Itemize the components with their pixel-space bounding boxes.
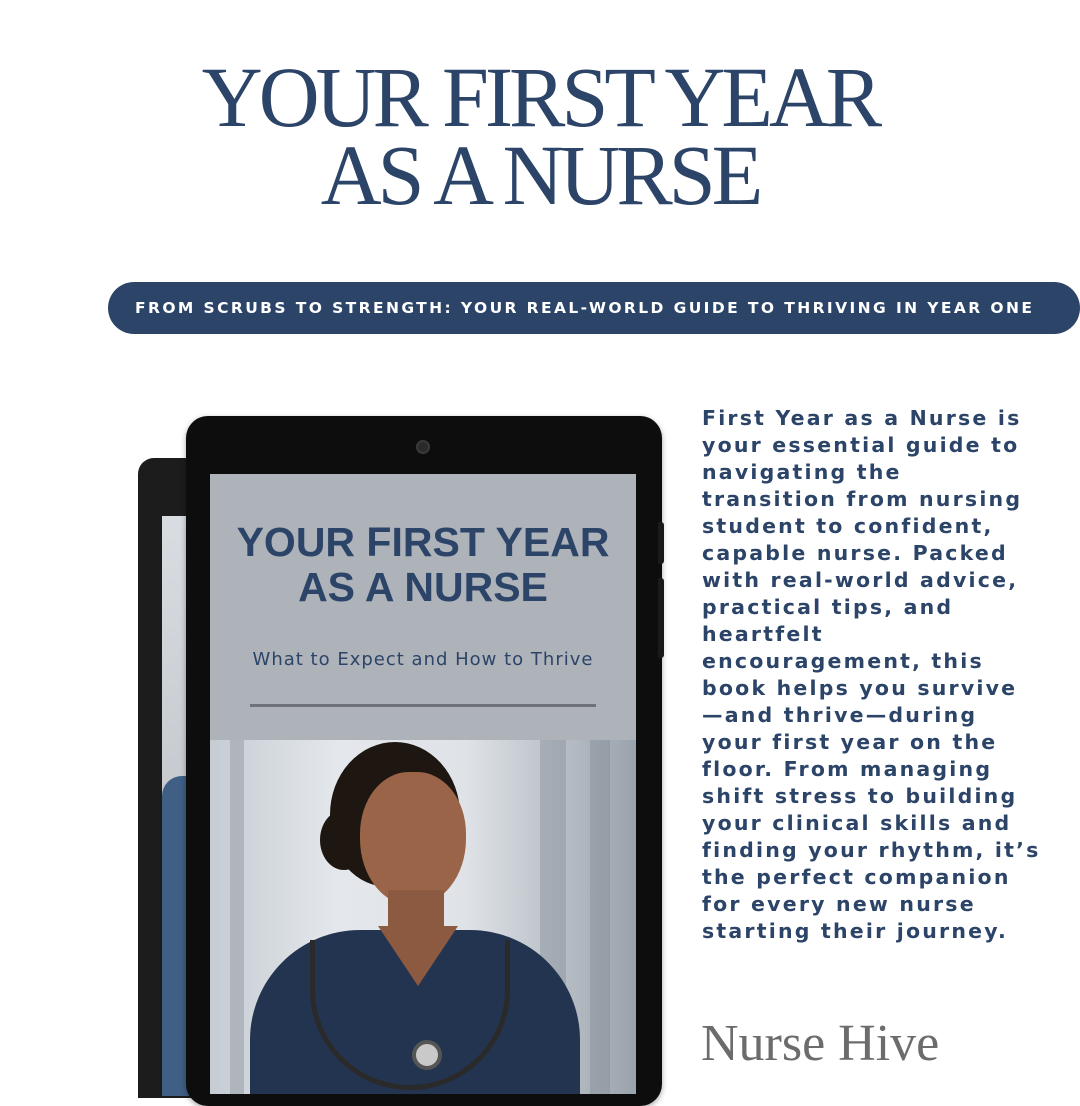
- book-cover-title-line-1: YOUR FIRST YEAR: [236, 519, 610, 565]
- description-line: your clinical skills and: [702, 811, 1012, 835]
- tablet-camera-icon: [416, 440, 430, 454]
- description-line: encouragement, this: [702, 649, 984, 673]
- description-line: floor. From managing: [702, 757, 993, 781]
- tagline-banner: FROM SCRUBS TO STRENGTH: YOUR REAL-WORLD GUIDE TO THRIVING IN YEAR ONE: [108, 282, 1080, 334]
- description-line: practical tips, and: [702, 595, 954, 619]
- tablet-volume-button: [658, 578, 664, 658]
- tablet-side-button: [658, 522, 664, 564]
- book-description: [702, 405, 1072, 945]
- description-line: student to confident,: [702, 514, 994, 538]
- book-cover-title-line-2: AS A NURSE: [298, 564, 548, 610]
- description-line: book helps you survive: [702, 676, 1018, 700]
- description-line: for every new nurse: [702, 892, 976, 916]
- description-line: your first year on the: [702, 730, 998, 754]
- page-title: [11, 49, 1069, 223]
- book-cover-title: [210, 520, 636, 610]
- stethoscope-chestpiece-icon: [412, 1040, 442, 1070]
- description-line: with real-world advice,: [702, 568, 1019, 592]
- book-cover: [210, 474, 636, 1094]
- description-line: transition from nursing: [702, 487, 1023, 511]
- description-line: shift stress to building: [702, 784, 1018, 808]
- description-line: your essential guide to: [702, 433, 1020, 457]
- description-line: finding your rhythm, it’s: [702, 838, 1041, 862]
- description-line: —and thrive—during: [702, 703, 978, 727]
- description-line: heartfelt: [702, 622, 824, 646]
- brand-name: Nurse Hive: [701, 1015, 940, 1072]
- hallway-pillar: [230, 740, 244, 1094]
- description-line: the perfect companion: [702, 865, 1011, 889]
- description-line: navigating the: [702, 460, 902, 484]
- page-title-line-1: YOUR FIRST YEAR: [201, 49, 879, 145]
- nurse-face: [360, 772, 466, 906]
- description-line: First Year as a Nurse is: [702, 406, 1022, 430]
- description-line: starting their journey.: [702, 919, 1008, 943]
- page-title-line-2: AS A NURSE: [320, 127, 760, 223]
- nurse-photo: [210, 740, 636, 1094]
- hallway-pillar: [590, 740, 610, 1094]
- book-cover-subtitle: What to Expect and How to Thrive: [252, 649, 594, 670]
- description-line: capable nurse. Packed: [702, 541, 1008, 565]
- book-cover-divider: [250, 704, 596, 707]
